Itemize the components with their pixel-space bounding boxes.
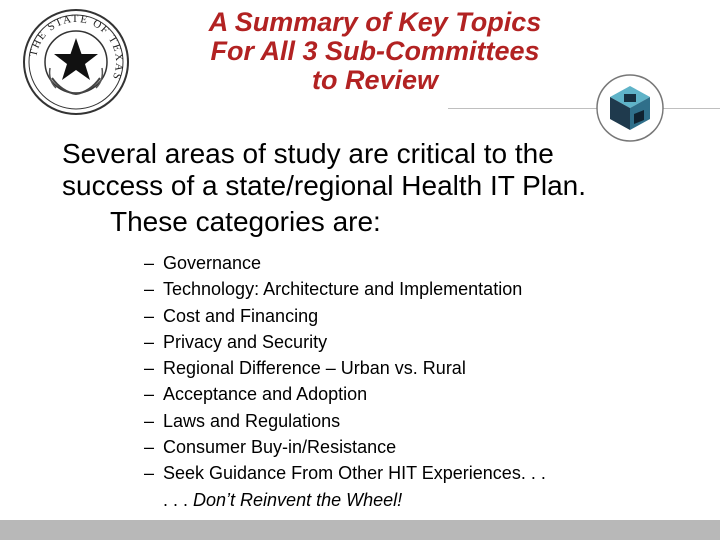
title-line-2: For All 3 Sub-Committees <box>210 36 540 66</box>
seal-text: THE STATE OF TEXAS <box>27 12 126 83</box>
closing-line <box>163 487 402 513</box>
list-item <box>144 355 546 381</box>
intro-text <box>62 138 586 238</box>
intro-line-3: These categories are: <box>110 206 381 237</box>
header-divider <box>448 108 720 109</box>
list-item-label: Privacy and Security <box>163 331 328 352</box>
bullet-dash: – <box>144 279 155 300</box>
title-line-1: A Summary of Key Topics <box>208 7 542 37</box>
list-item-label: Cost and Financing <box>163 305 319 326</box>
list-item <box>144 434 546 460</box>
bullet-dash: – <box>144 437 155 458</box>
topics-list <box>144 250 546 487</box>
list-item-label: Laws and Regulations <box>163 410 341 431</box>
bullet-dash: – <box>144 463 155 484</box>
list-item-label: Consumer Buy-in/Resistance <box>163 437 397 458</box>
list-item-label: Acceptance and Adoption <box>163 384 368 405</box>
list-item <box>144 329 546 355</box>
footer-bar <box>0 520 720 540</box>
closing-emphasis: Don’t Reinvent the Wheel! <box>193 490 403 510</box>
intro-line-1: Several areas of study are critical to the <box>62 138 554 169</box>
cube-logo-icon <box>594 72 666 144</box>
list-item-label: Governance <box>163 253 262 273</box>
list-item-label: Regional Difference – Urban vs. Rural <box>163 358 466 379</box>
page-title <box>150 8 600 95</box>
bullet-dash: – <box>144 410 155 431</box>
bullet-dash: – <box>144 305 155 326</box>
list-item <box>144 408 546 434</box>
list-item <box>144 303 546 329</box>
list-item <box>144 460 546 486</box>
bullet-dash: – <box>144 331 155 352</box>
bullet-dash: – <box>144 253 155 273</box>
title-line-3: to Review <box>311 65 439 95</box>
bullet-dash: – <box>144 358 155 379</box>
list-item <box>144 276 546 302</box>
bullet-dash: – <box>144 384 155 405</box>
list-item <box>144 381 546 407</box>
closing-prefix: . . . <box>163 490 194 510</box>
intro-line-2: success of a state/regional Health IT Plan. <box>62 170 586 201</box>
list-item-label: Seek Guidance From Other HIT Experiences. . . <box>163 463 546 484</box>
list-item-label: Technology: Architecture and Implementation <box>163 279 523 300</box>
list-item <box>144 250 546 276</box>
texas-seal-icon <box>22 8 130 116</box>
